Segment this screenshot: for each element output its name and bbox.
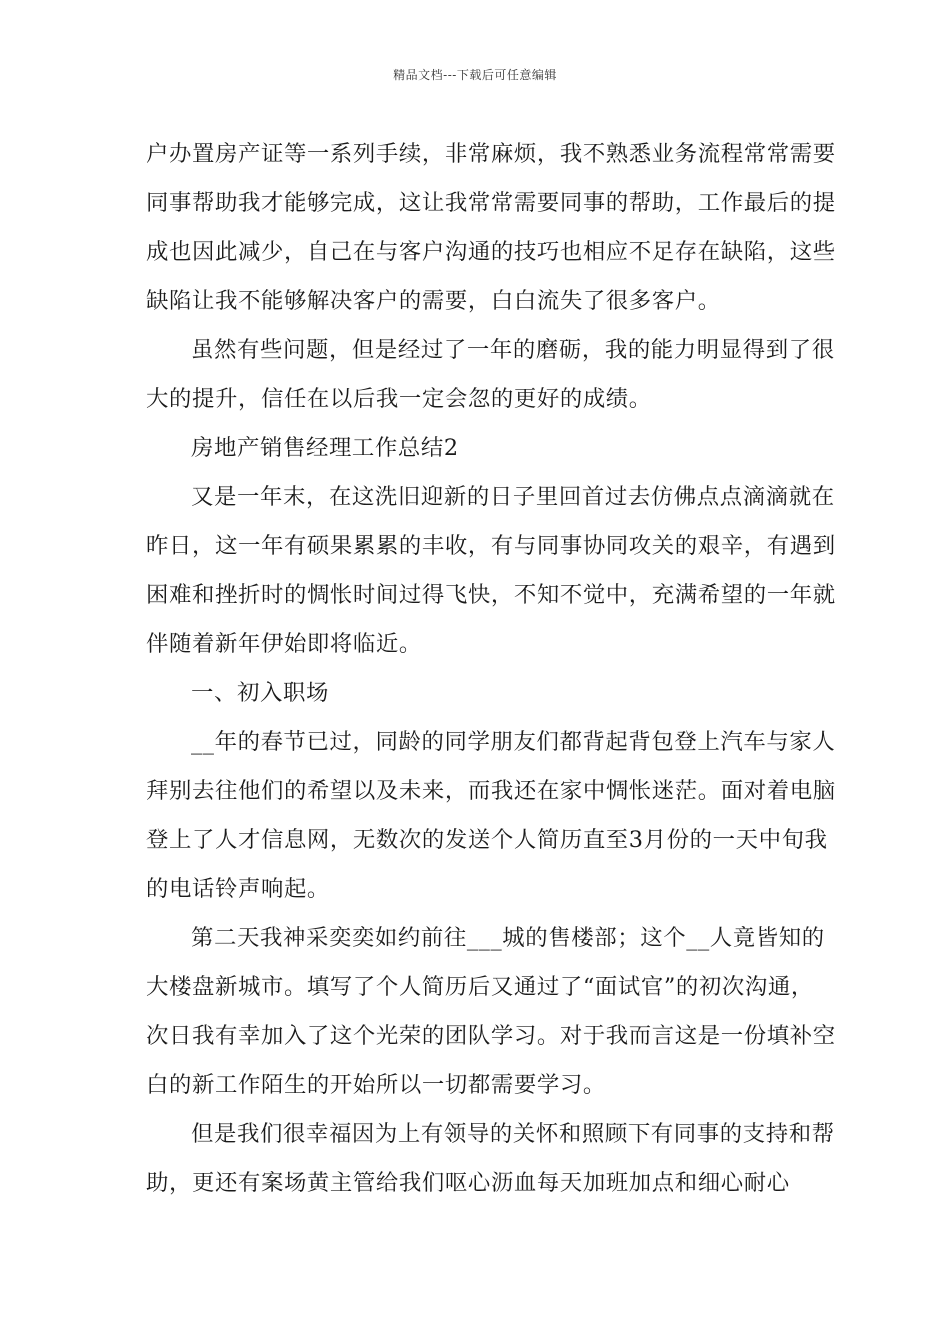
paragraph-3: 又是一年末，在这洗旧迎新的日子里回首过去仿佛点点滴滴就在昨日，这一年有硕果累累的丰收，有与同事协同攻关的艰辛，有遇到困难和挫折时的惆怅时间过得飞快，不知不觉中，充满希望的一年就伴随着新年伊始即将临近。	[146, 484, 836, 657]
section-heading-first-job: 一、初入职场	[191, 680, 329, 706]
paragraph-2: 虽然有些问题，但是经过了一年的磨砺，我的能力明显得到了很大的提升，信任在以后我一定会忽的更好的成绩。	[146, 337, 835, 412]
document-body	[146, 130, 836, 1208]
paragraph-1: 户办置房产证等一系列手续，非常麻烦，我不熟悉业务流程常常需要同事帮助我才能够完成，这让我常常需要同事的帮助，工作最后的提成也因此减少，自己在与客户沟通的技巧也相应不足存在缺陷，这些缺陷让我不能够解决客户的需要，白白流失了很多客户。	[146, 141, 836, 314]
page-header: 精品文档---下载后可任意编辑	[393, 68, 557, 82]
paragraph-5: 第二天我神采奕奕如约前往___城的售楼部；这个__人竟皆知的大楼盘新城市。填写了个人简历后又通过了“面试官”的初次沟通，次日我有幸加入了这个光荣的团队学习。对于我而言这是一份填补空白的新工作陌生的开始所以一切都需要学习。	[146, 925, 836, 1098]
paragraph-4: __年的春节已过，同龄的同学朋友们都背起背包登上汽车与家人拜别去往他们的希望以及未来，而我还在家中惆怅迷茫。面对着电脑登上了人才信息网，无数次的发送个人简历直至3月份的一天中旬我的电话铃声响起。	[146, 729, 836, 902]
paragraph-6: 但是我们很幸福因为上有领导的关怀和照顾下有同事的支持和帮助，更还有案场黄主管给我们呕心沥血每天加班加点和细心耐心	[146, 1121, 835, 1196]
section-title-summary-2: 房地产销售经理工作总结2	[191, 435, 459, 461]
